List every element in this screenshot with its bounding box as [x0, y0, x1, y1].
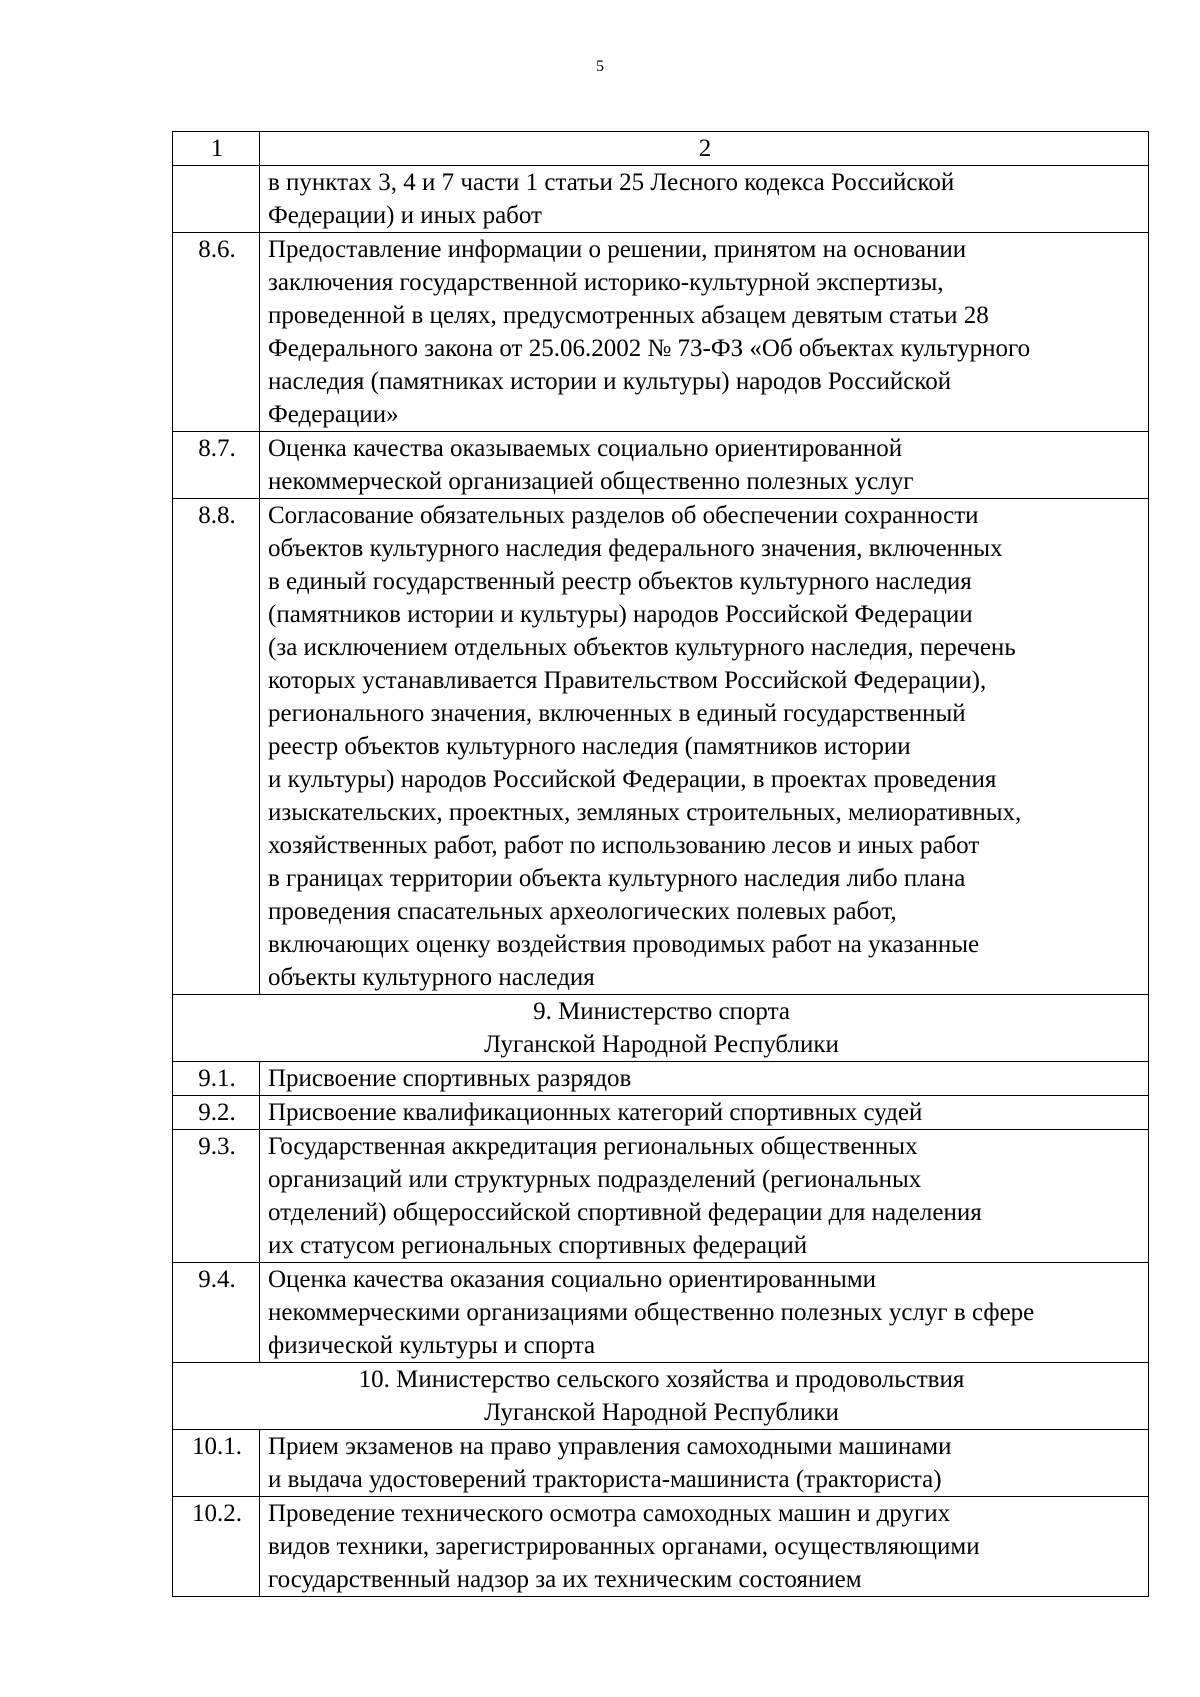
- item-description: [260, 233, 1149, 432]
- text-line: проведения спасательных археологических полевых работ,: [268, 898, 897, 925]
- column-header-text: 2: [260, 132, 1149, 166]
- services-table: [172, 131, 1149, 1597]
- item-number: 8.6.: [173, 233, 260, 432]
- text-line: Оценка качества оказываемых социально ориентированной: [268, 435, 903, 462]
- text-line: отделений) общероссийской спортивной федерации для наделения: [268, 1199, 982, 1226]
- text-line: регионального значения, включенных в единый государственный: [268, 700, 966, 727]
- text-line: их статусом региональных спортивных федераций: [268, 1232, 808, 1259]
- text-line: объекты культурного наследия: [268, 964, 595, 991]
- text-line: 10. Министерство сельского хозяйства и продовольствия: [358, 1366, 965, 1393]
- text-line: и культуры) народов Российской Федерации, в проектах проведения: [268, 766, 997, 793]
- text-line: Присвоение спортивных разрядов: [268, 1065, 632, 1092]
- text-line: Проведение технического осмотра самоходных машин и других: [268, 1500, 951, 1527]
- table-row: [173, 1096, 1149, 1130]
- table-body: [173, 132, 1149, 1597]
- item-description: [260, 1130, 1149, 1263]
- section-heading: [173, 1363, 1149, 1430]
- table-row: [173, 166, 1149, 233]
- text-line: хозяйственных работ, работ по использованию лесов и иных работ: [268, 832, 980, 859]
- item-number: 9.1.: [173, 1062, 260, 1096]
- item-description: [260, 166, 1149, 233]
- column-header-number: 1: [173, 132, 260, 166]
- table-row: [173, 1263, 1149, 1363]
- item-description: [260, 1263, 1149, 1363]
- table-row: [173, 1497, 1149, 1597]
- item-description: [260, 1096, 1149, 1130]
- item-description: [260, 499, 1149, 995]
- text-line: физической культуры и спорта: [268, 1332, 596, 1359]
- text-line: изыскательских, проектных, земляных строительных, мелиоративных,: [268, 799, 1022, 826]
- item-number: 9.3.: [173, 1130, 260, 1263]
- item-description: [260, 1062, 1149, 1096]
- text-line: в пунктах 3, 4 и 7 части 1 статьи 25 Лесного кодекса Российской: [268, 169, 955, 196]
- table-row: [173, 432, 1149, 499]
- item-number: [173, 166, 260, 233]
- text-line: Луганской Народной Республики: [484, 1399, 839, 1426]
- text-line: организаций или структурных подразделений (региональных: [268, 1166, 922, 1193]
- item-number: 10.2.: [173, 1497, 260, 1597]
- text-line: Присвоение квалификационных категорий спортивных судей: [268, 1099, 923, 1126]
- item-description: [260, 1430, 1149, 1497]
- text-line: объектов культурного наследия федерального значения, включенных: [268, 535, 1003, 562]
- section-heading-row: [173, 995, 1149, 1062]
- text-line: (памятников истории и культуры) народов Российской Федерации: [268, 601, 973, 628]
- table-header-row: [173, 132, 1149, 166]
- text-line: Предоставление информации о решении, принятом на основании: [268, 236, 967, 263]
- section-heading: [173, 995, 1149, 1062]
- text-line: некоммерческими организациями общественно полезных услуг в сфере: [268, 1299, 1035, 1326]
- text-line: видов техники, зарегистрированных органами, осуществляющими: [268, 1533, 980, 1560]
- text-line: Федерации»: [268, 401, 399, 428]
- text-line: включающих оценку воздействия проводимых работ на указанные: [268, 931, 980, 958]
- text-line: в границах территории объекта культурного наследия либо плана: [268, 865, 966, 892]
- text-line: заключения государственной историко-культурной экспертизы,: [268, 269, 944, 296]
- item-number: 8.8.: [173, 499, 260, 995]
- text-line: Луганской Народной Республики: [484, 1031, 839, 1058]
- page-number: 5: [596, 58, 604, 75]
- text-line: Федерации) и иных работ: [268, 202, 542, 229]
- text-line: в единый государственный реестр объектов культурного наследия: [268, 568, 972, 595]
- table-row: [173, 499, 1149, 995]
- section-heading-row: [173, 1363, 1149, 1430]
- item-number: 10.1.: [173, 1430, 260, 1497]
- text-line: которых устанавливается Правительством Российской Федерации),: [268, 667, 987, 694]
- text-line: Государственная аккредитация региональных общественных: [268, 1133, 918, 1160]
- text-line: наследия (памятниках истории и культуры) народов Российской: [268, 368, 952, 395]
- item-description: [260, 1497, 1149, 1597]
- text-line: Федерального закона от 25.06.2002 № 73-ФЗ «Об объектах культурного: [268, 335, 1031, 362]
- item-number: 9.4.: [173, 1263, 260, 1363]
- text-line: Оценка качества оказания социально ориентированными: [268, 1266, 877, 1293]
- text-line: реестр объектов культурного наследия (памятников истории: [268, 733, 911, 760]
- table-row: [173, 1430, 1149, 1497]
- item-description: [260, 432, 1149, 499]
- text-line: Согласование обязательных разделов об обеспечении сохранности: [268, 502, 979, 529]
- table-row: [173, 233, 1149, 432]
- table-row: [173, 1062, 1149, 1096]
- text-line: проведенной в целях, предусмотренных абзацем девятым статьи 28: [268, 302, 989, 329]
- table-row: [173, 1130, 1149, 1263]
- text-line: 9. Министерство спорта: [533, 998, 790, 1025]
- item-number: 8.7.: [173, 432, 260, 499]
- text-line: некоммерческой организацией общественно полезных услуг: [268, 468, 914, 495]
- text-line: Прием экзаменов на право управления самоходными машинами: [268, 1433, 952, 1460]
- text-line: и выдача удостоверений тракториста-машиниста (тракториста): [268, 1466, 942, 1493]
- text-line: (за исключением отдельных объектов культурного наследия, перечень: [268, 634, 1016, 661]
- text-line: государственный надзор за их техническим состоянием: [268, 1566, 862, 1593]
- item-number: 9.2.: [173, 1096, 260, 1130]
